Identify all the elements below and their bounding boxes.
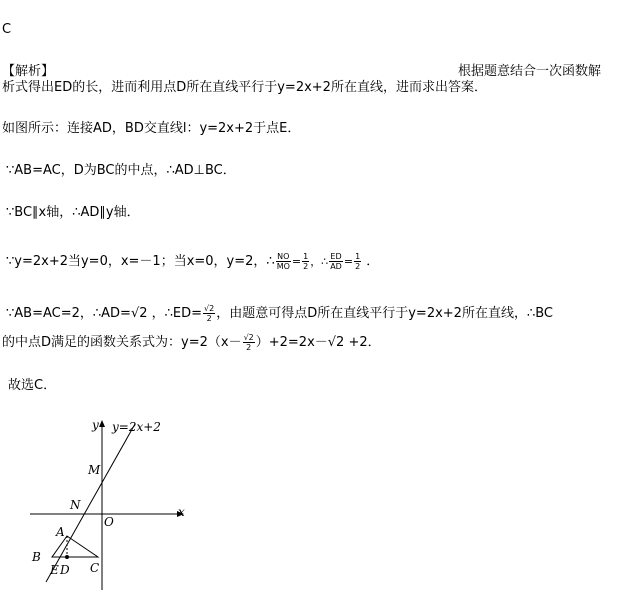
fraction-sqrt2-over-2: $\frac{√2}{2}$ [204, 304, 215, 323]
fraction-sqrt2-over-2-b: $\frac{√2}{2}$ [243, 333, 254, 352]
point-d [65, 555, 69, 559]
coordinate-figure [20, 412, 220, 612]
x-axis-label: x [178, 505, 185, 519]
point-c-label: C [90, 561, 100, 575]
conclusion: 故选C． [8, 378, 57, 393]
solution-step-6: 的中点D满足的函数关系式为：y=2（x－ $\frac{√2}{2}$ ）+2=2x－√2 +2． [2, 333, 381, 352]
solution-step-3: ∵BC∥x轴，∴AD∥y轴． [6, 205, 140, 220]
solution-step-1: 如图所示：连接AD，BD交直线l：y=2x+2于点E． [2, 121, 301, 136]
answer-letter: C [2, 22, 12, 37]
y-axis-label: y [92, 418, 99, 432]
triangle-abc [52, 536, 98, 557]
solution-step-2: ∵AB=AC，D为BC的中点，∴AD⊥BC． [6, 163, 236, 178]
point-d-label: D [60, 563, 70, 577]
solution-step-4: ∵y=2x+2当y=0，x=－1；当x=0，y=2，∴ $\frac{NO}{MO}$ = $\frac{1}{2}$ ，∴ $\frac{ED}{AD}$ = $\frac{1}{2}$ ． [6, 252, 380, 271]
point-a-label: A [56, 525, 65, 539]
fraction-no-mo: $\frac{NO}{MO}$ [276, 252, 290, 271]
point-m-label: M [88, 463, 101, 477]
y-axis-arrow [99, 420, 105, 427]
point-n-label: N [70, 498, 81, 512]
fraction-one-half-b: $\frac{1}{2}$ [355, 252, 361, 271]
analysis-intro-end: 根据题意结合一次函数解 [458, 64, 602, 79]
analysis-intro: 析式得出ED的长，进而利用点D所在直线平行于y=2x+2所在直线，进而求出答案． [2, 80, 487, 95]
origin-label: O [104, 515, 114, 529]
solution-step-5: ∵AB=AC=2，∴AD=√2 ，∴ED= $\frac{√2}{2}$ ，由题意可得点D所在直线平行于y=2x+2所在直线，∴BC [6, 304, 553, 323]
point-b-label: B [32, 550, 41, 564]
step4-text: ∵y=2x+2当y=0，x=－1；当x=0，y=2，∴ [6, 254, 275, 269]
line-y-2x-plus-2 [46, 424, 135, 582]
fraction-ed-ad: $\frac{ED}{AD}$ [330, 252, 342, 271]
analysis-label: 【解析】 [2, 64, 55, 79]
fraction-one-half-a: $\frac{1}{2}$ [303, 252, 309, 271]
line-label: y=2x+2 [112, 420, 161, 434]
point-e-label: E [50, 563, 59, 577]
